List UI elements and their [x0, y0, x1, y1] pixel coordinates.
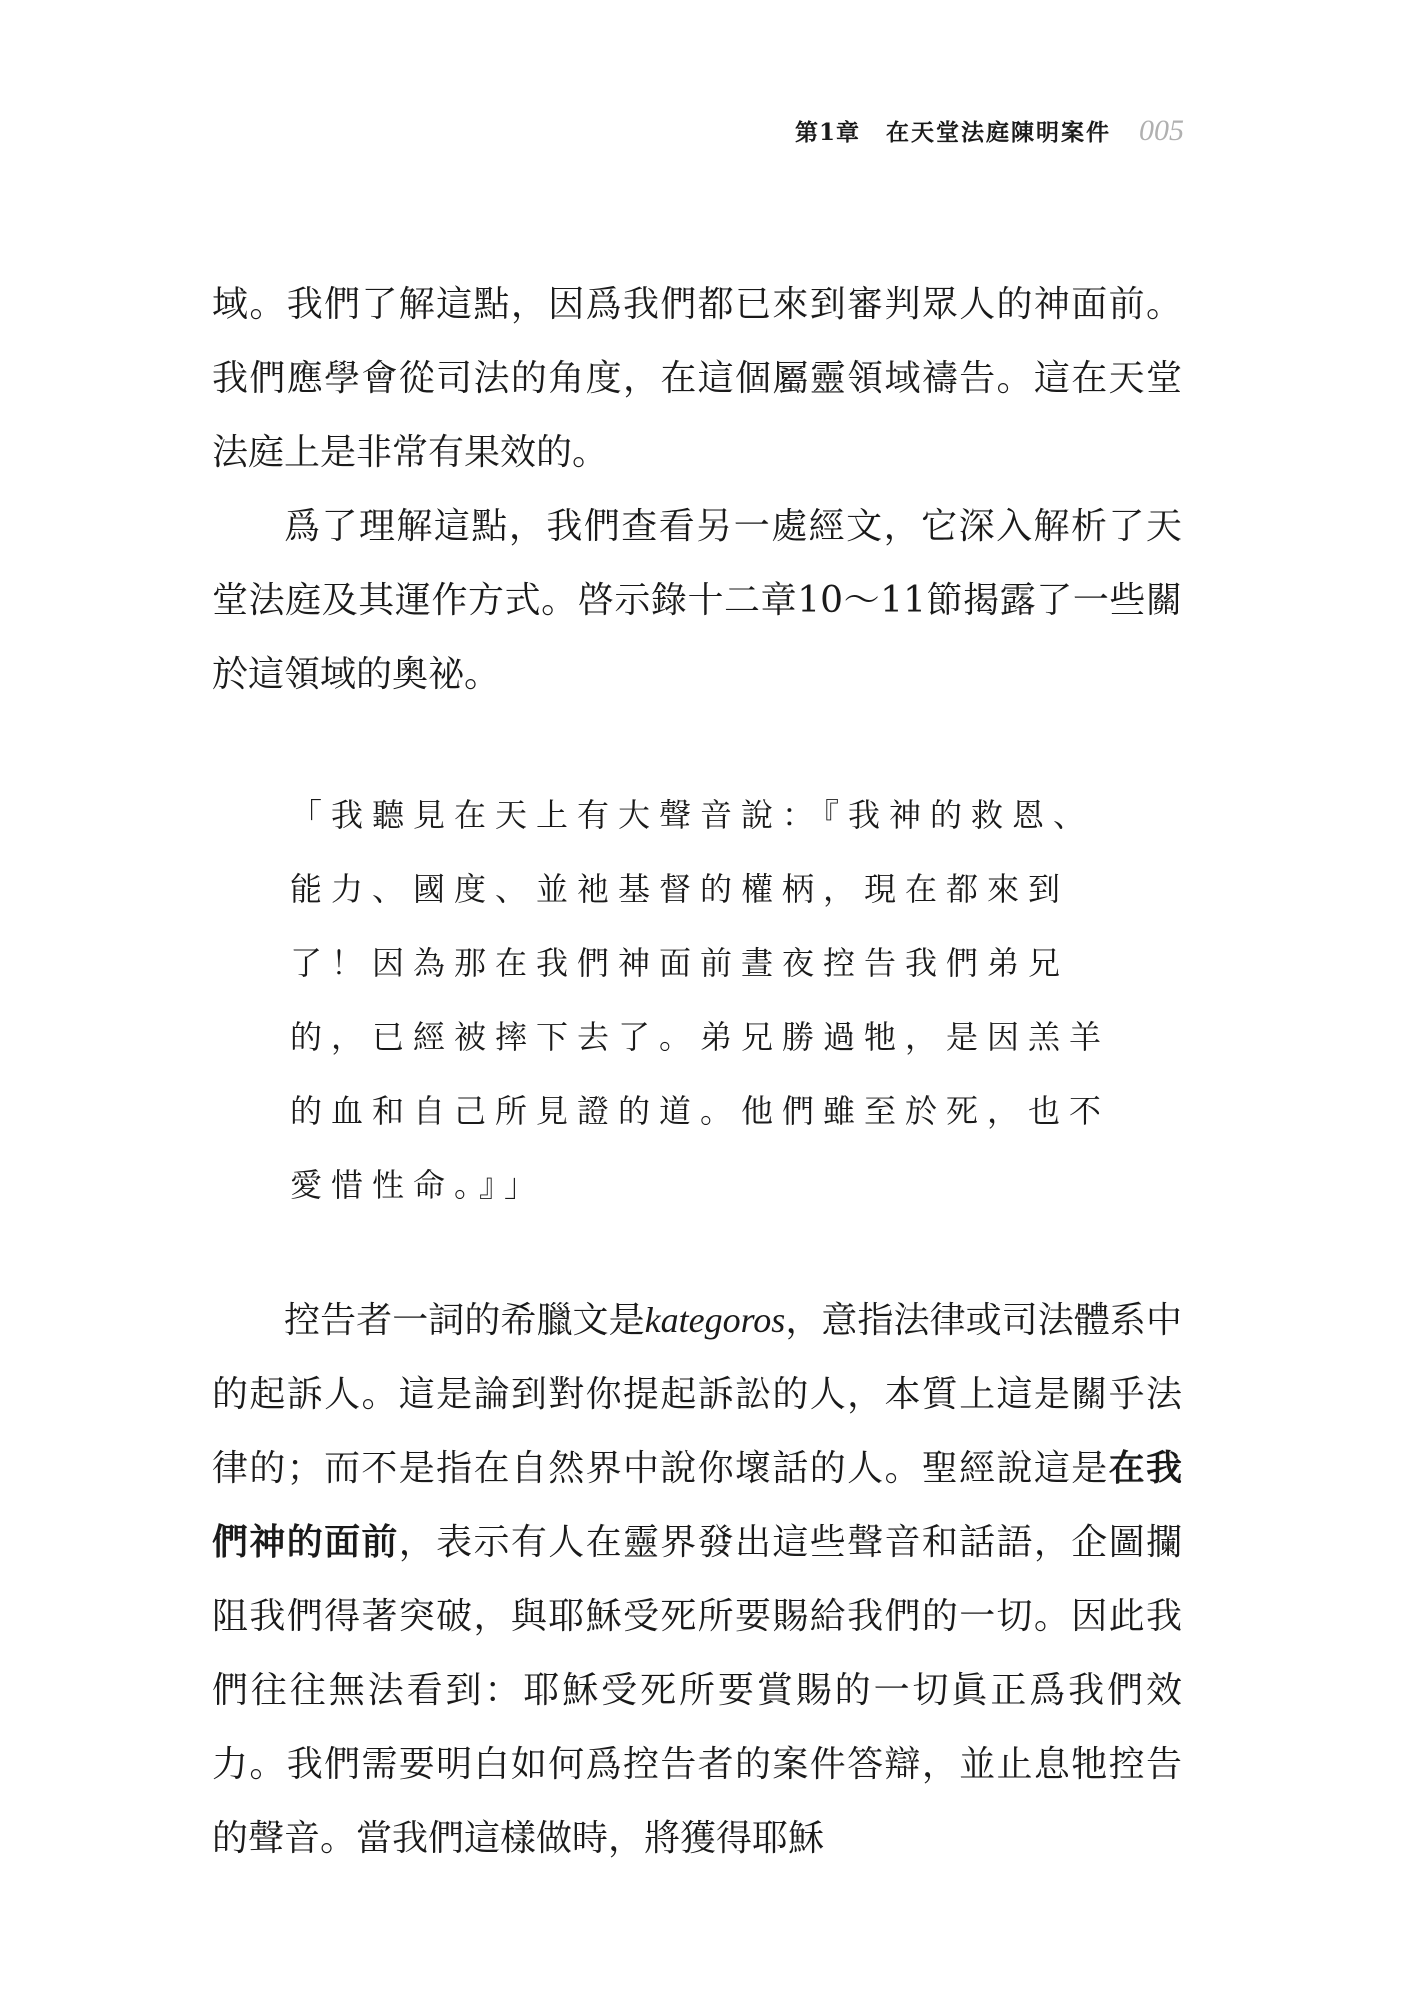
paragraph: 爲了理解這點，我們查看另一處經文，它深入解析了天堂法庭及其運作方式。啓示錄十二章10～11節揭露了一些關於這領域的奧祕。: [212, 506, 1182, 695]
quote-text: 「我聽見在天上有大聲音說：『我神的救恩、能力、國度、並祂基督的權柄，現在都來到了！因為那在我們神面前晝夜控告我們弟兄的，已經被摔下去了。弟兄勝過牠，是因羔羊的血和自己所見證的道。他們雖至於死，也不愛惜性命。』」: [290, 796, 1111, 1204]
paragraph-continued: 域。我們了解這點，因爲我們都已來到審判眾人的神面前。我們應學會從司法的角度，在這個屬靈領域禱告。這在天堂法庭上是非常有果效的。: [212, 284, 1182, 473]
chapter-label: 第1章: [794, 119, 860, 146]
greek-term: kategoros: [644, 1300, 786, 1340]
page-number: 005: [1139, 114, 1184, 147]
scripture-quote: [290, 778, 1110, 1222]
running-header: [795, 114, 1184, 154]
paragraph-text: ，意指法律或司法體系中的起訴人。這是論到對你提起訴訟的人，本質上這是關乎法律的；而不是指在自然界中說你壞話的人。聖經說這是: [212, 1300, 1182, 1489]
chapter-title: 在天堂法庭陳明案件: [886, 119, 1111, 146]
emphasis-phrase: 在我們神的面前: [212, 1448, 1182, 1563]
body-text-top: [212, 268, 1182, 712]
paragraph: [212, 1283, 1182, 1876]
body-text-bottom: [212, 1283, 1182, 1876]
paragraph-text: 控告者一詞的希臘文是: [284, 1300, 645, 1341]
paragraph-text: ，表示有人在靈界發出這些聲音和話語，企圖攔阻我們得著突破，與耶穌受死所要賜給我們的一切。因此我們往往無法看到：耶穌受死所要賞賜的一切眞正爲我們效力。我們需要明白如何爲控告者的案件答辯，並止息牠控告的聲音。當我們這樣做時，將獲得耶穌: [212, 1522, 1182, 1859]
